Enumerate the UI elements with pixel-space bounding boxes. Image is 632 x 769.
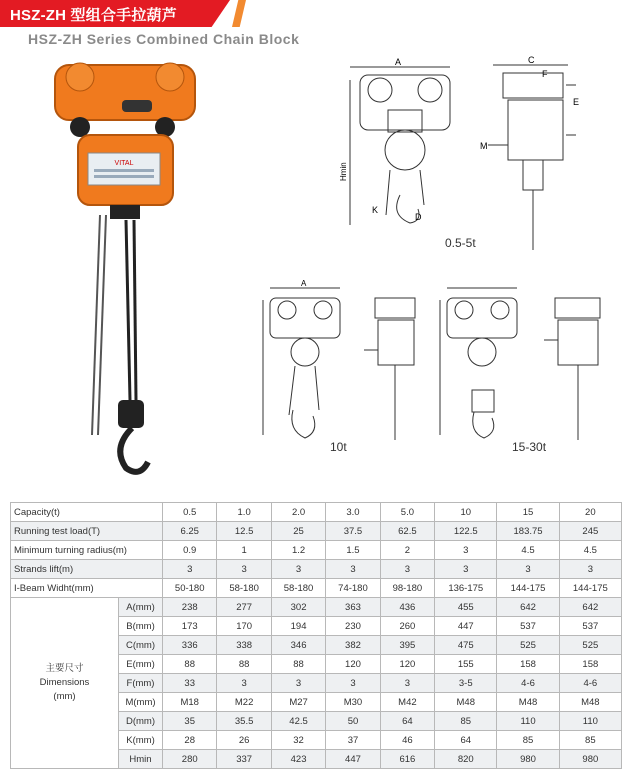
cell: M48 [497,693,559,712]
cell: 302 [271,598,325,617]
cell: 980 [497,750,559,769]
cell: 122.5 [435,522,497,541]
cell: 3 [380,560,434,579]
cell: 245 [559,522,621,541]
dim-label: F(mm) [119,674,163,693]
cell: 64 [380,712,434,731]
row-label: Running test load(T) [11,522,163,541]
cell: 642 [497,598,559,617]
cell: 238 [163,598,217,617]
cell: 110 [497,712,559,731]
dimensions-label-cn: 主要尺寸 [45,663,84,674]
cell: 46 [380,731,434,750]
dim-label-m: M [480,141,488,151]
cell: 25 [271,522,325,541]
caption-10t: 10t [330,440,347,454]
cell: 277 [217,598,271,617]
cell: 98-180 [380,579,434,598]
cell: M42 [380,693,434,712]
cell: M30 [326,693,380,712]
row-ibeam-width [11,579,622,598]
cell: 88 [271,655,325,674]
cell: 0.9 [163,541,217,560]
cell: 525 [559,636,621,655]
cell: 85 [559,731,621,750]
cell: 74-180 [326,579,380,598]
banner-stripe [232,0,246,27]
cell: 58-180 [217,579,271,598]
dim-label: K(mm) [119,731,163,750]
cell: 642 [559,598,621,617]
dim-label-hmin: Hmin [339,162,348,181]
page-subtitle: HSZ-ZH Series Combined Chain Block [28,31,300,47]
cell: 337 [217,750,271,769]
diagram-front-small [340,55,470,235]
diagram-side-10t [360,280,430,445]
cell: 35 [163,712,217,731]
cell: 1.2 [271,541,325,560]
cell: 4.5 [559,541,621,560]
cell: 194 [271,617,325,636]
cell: 58-180 [271,579,325,598]
cell: 88 [163,655,217,674]
dim-label-e: E [573,97,580,107]
dimensions-label-en: Dimensions [39,677,90,688]
cell: 3 [217,560,271,579]
cell: 28 [163,731,217,750]
cell: 363 [326,598,380,617]
row-capacity [11,503,622,522]
cell: 32 [271,731,325,750]
cell: 4.5 [497,541,559,560]
cell: 3.0 [326,503,380,522]
cell: 395 [380,636,434,655]
cell: 20 [559,503,621,522]
cell: 3 [326,560,380,579]
cell: 4-6 [559,674,621,693]
cell: 5.0 [380,503,434,522]
dim-label-d: D [415,212,422,222]
cell: 4-6 [497,674,559,693]
dimensions-label-unit: (mm) [53,691,76,702]
cell: 6.25 [163,522,217,541]
dim-label: M(mm) [119,693,163,712]
cell: 3 [435,560,497,579]
cell: 280 [163,750,217,769]
product-photo [30,55,230,485]
cell: 50-180 [163,579,217,598]
cell: 144-175 [559,579,621,598]
dim-label: D(mm) [119,712,163,731]
cell: 136-175 [435,579,497,598]
cell: 338 [217,636,271,655]
cell: M27 [271,693,325,712]
dim-label-a-10t: A [301,279,307,288]
cell: 447 [435,617,497,636]
diagram-side-small [478,55,588,255]
cell: 1 [217,541,271,560]
cell: 26 [217,731,271,750]
cell: 455 [435,598,497,617]
cell: 35.5 [217,712,271,731]
cell: 62.5 [380,522,434,541]
cell: 158 [497,655,559,674]
cell: 37 [326,731,380,750]
dim-label: Hmin [119,750,163,769]
cell: 0.5 [163,503,217,522]
caption-small: 0.5-5t [445,236,476,250]
cell: 525 [497,636,559,655]
row-dim-a [11,598,622,617]
dim-label: E(mm) [119,655,163,674]
cell: 158 [559,655,621,674]
cell: 3 [217,674,271,693]
row-label: I-Beam Widht(mm) [11,579,163,598]
nameplate-brand: VITAL [114,160,134,167]
cell: 537 [559,617,621,636]
cell: 260 [380,617,434,636]
cell: 1.5 [326,541,380,560]
dimensions-header [11,598,119,769]
cell: 85 [497,731,559,750]
cell: 3 [497,560,559,579]
row-label: Strands lift(m) [11,560,163,579]
cell: 37.5 [326,522,380,541]
cell: 537 [497,617,559,636]
cell: 12.5 [217,522,271,541]
cell: 3 [380,674,434,693]
cell: 447 [326,750,380,769]
cell: 144-175 [497,579,559,598]
row-label: Minimum turning radius(m) [11,541,163,560]
dim-label-k: K [372,205,379,215]
cell: M48 [435,693,497,712]
cell: 120 [326,655,380,674]
dim-label-f: F [542,69,548,79]
cell: 3 [271,674,325,693]
cell: 423 [271,750,325,769]
cell: 173 [163,617,217,636]
dim-label: B(mm) [119,617,163,636]
cell: 3 [435,541,497,560]
cell: 15 [497,503,559,522]
cell: 120 [380,655,434,674]
cell: 88 [217,655,271,674]
cell: 1.0 [217,503,271,522]
cell: 3 [326,674,380,693]
row-test-load [11,522,622,541]
dim-label-a: A [395,57,402,67]
cell: 3 [559,560,621,579]
row-turning-radius [11,541,622,560]
cell: 170 [217,617,271,636]
dim-label: C(mm) [119,636,163,655]
caption-large: 15-30t [512,440,547,454]
cell: 346 [271,636,325,655]
specification-table [10,502,622,769]
chain-block-illustration [30,55,230,485]
cell: 436 [380,598,434,617]
cell: 33 [163,674,217,693]
cell: 2.0 [271,503,325,522]
cell: 3 [163,560,217,579]
cell: 980 [559,750,621,769]
dim-label: A(mm) [119,598,163,617]
cell: 155 [435,655,497,674]
diagram-side-large [540,280,615,445]
cell: 475 [435,636,497,655]
cell: 382 [326,636,380,655]
header-banner [0,0,250,27]
diagram-front-large [432,280,532,445]
row-label: Capacity(t) [11,503,163,522]
cell: 50 [326,712,380,731]
page-title: HSZ-ZH 型组合手拉葫芦 [10,7,177,24]
cell: 230 [326,617,380,636]
cell: 336 [163,636,217,655]
cell: 64 [435,731,497,750]
cell: 183.75 [497,522,559,541]
cell: 3 [271,560,325,579]
cell: M22 [217,693,271,712]
dim-label-c: C [528,55,535,65]
diagram-front-10t [255,280,355,445]
cell: 10 [435,503,497,522]
cell: 2 [380,541,434,560]
cell: 110 [559,712,621,731]
cell: 820 [435,750,497,769]
cell: M18 [163,693,217,712]
cell: 3-5 [435,674,497,693]
cell: 42.5 [271,712,325,731]
cell: M48 [559,693,621,712]
cell: 616 [380,750,434,769]
row-strands-lift [11,560,622,579]
cell: 85 [435,712,497,731]
